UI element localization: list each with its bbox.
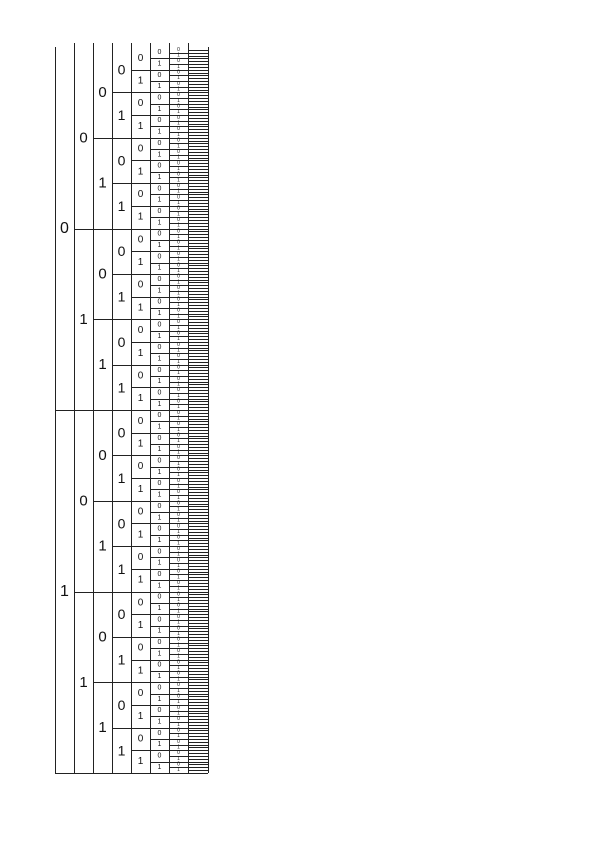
node-label-level-7: 0 [177, 750, 180, 757]
node-label-level-3: 0 [98, 265, 107, 283]
node-label-level-7: 0 [177, 727, 180, 734]
node-label-level-7: 0 [177, 693, 180, 700]
node-label-level-5: 1 [137, 483, 144, 495]
node-label-level-6: 0 [157, 412, 162, 420]
node-label-level-6: 1 [157, 446, 162, 454]
node-label-level-7: 0 [177, 160, 180, 167]
node-label-level-6: 0 [157, 570, 162, 578]
node-label-level-7: 1 [177, 177, 180, 184]
node-label-level-7: 1 [177, 143, 180, 150]
node-label-level-6: 0 [157, 162, 162, 170]
node-label-level-7: 0 [177, 387, 180, 394]
node-label-level-6: 1 [157, 695, 162, 703]
node-label-level-7: 1 [177, 120, 180, 127]
node-label-level-6: 1 [157, 650, 162, 658]
node-label-level-4: 1 [117, 742, 126, 759]
node-label-level-5: 0 [137, 370, 144, 382]
node-label-level-7: 0 [177, 375, 180, 382]
node-label-level-7: 0 [177, 137, 180, 144]
node-label-level-5: 0 [137, 551, 144, 563]
node-label-level-6: 0 [157, 276, 162, 284]
node-label-level-6: 0 [157, 729, 162, 737]
node-label-level-7: 1 [177, 86, 180, 93]
node-label-level-3: 0 [98, 446, 107, 464]
node-label-level-7: 0 [177, 398, 180, 405]
node-label-level-6: 0 [157, 434, 162, 442]
node-label-level-6: 0 [157, 684, 162, 692]
node-label-level-4: 0 [117, 515, 126, 532]
node-label-level-6: 0 [157, 707, 162, 715]
node-label-level-3: 1 [98, 537, 107, 555]
node-label-level-5: 1 [137, 393, 144, 405]
node-label-level-6: 0 [157, 457, 162, 465]
node-label-level-6: 1 [157, 468, 162, 476]
node-label-level-7: 0 [177, 670, 180, 677]
grid-lines [55, 43, 209, 774]
node-label-level-7: 1 [177, 165, 180, 172]
node-label-level-7: 1 [177, 710, 180, 717]
node-label-level-6: 1 [157, 128, 162, 136]
node-label-level-2: 0 [79, 492, 88, 510]
node-label-level-7: 0 [177, 477, 180, 484]
node-label-level-5: 0 [137, 597, 144, 609]
node-label-level-5: 0 [137, 234, 144, 246]
node-label-level-7: 0 [177, 46, 180, 53]
node-label-level-7: 0 [177, 353, 180, 360]
node-label-level-1: 1 [60, 583, 69, 600]
node-label-level-6: 1 [157, 491, 162, 499]
node-label-level-4: 1 [117, 288, 126, 305]
node-label-level-2: 1 [79, 673, 88, 691]
node-label-level-7: 0 [177, 625, 180, 632]
node-label-level-7: 0 [177, 262, 180, 269]
node-label-level-7: 0 [177, 568, 180, 575]
node-label-level-4: 1 [117, 107, 126, 124]
node-label-level-7: 0 [177, 421, 180, 428]
node-label-level-7: 0 [177, 251, 180, 258]
node-label-level-5: 1 [137, 120, 144, 132]
node-label-level-6: 1 [157, 673, 162, 681]
node-label-level-7: 0 [177, 296, 180, 303]
node-label-level-7: 1 [177, 109, 180, 116]
node-label-level-7: 0 [177, 319, 180, 326]
node-label-level-3: 1 [98, 356, 107, 374]
node-label-level-7: 1 [177, 699, 180, 706]
node-label-level-7: 1 [177, 404, 180, 411]
node-label-level-6: 1 [157, 332, 162, 340]
node-label-level-7: 1 [177, 744, 180, 751]
node-label-level-7: 1 [177, 358, 180, 365]
node-label-level-4: 0 [117, 333, 126, 350]
node-label-level-7: 0 [177, 114, 180, 121]
node-label-level-7: 0 [177, 205, 180, 212]
node-label-level-5: 0 [137, 279, 144, 291]
node-label-level-7: 1 [177, 426, 180, 433]
node-label-level-7: 1 [177, 324, 180, 331]
node-label-level-7: 1 [177, 415, 180, 422]
node-label-level-7: 0 [177, 511, 180, 518]
node-label-level-7: 1 [177, 63, 180, 70]
node-label-level-7: 0 [177, 500, 180, 507]
node-label-level-4: 0 [117, 61, 126, 78]
node-label-level-7: 1 [177, 52, 180, 59]
node-label-level-7: 0 [177, 704, 180, 711]
node-label-level-7: 1 [177, 506, 180, 513]
node-label-level-6: 0 [157, 71, 162, 79]
node-label-level-7: 1 [177, 97, 180, 104]
node-label-level-5: 0 [137, 415, 144, 427]
node-label-level-6: 0 [157, 139, 162, 147]
node-label-level-6: 1 [157, 741, 162, 749]
node-label-level-6: 1 [157, 264, 162, 272]
node-label-level-3: 0 [98, 628, 107, 646]
node-label-level-7: 1 [177, 665, 180, 672]
node-label-level-7: 0 [177, 341, 180, 348]
node-label-level-6: 1 [157, 605, 162, 613]
node-label-level-7: 0 [177, 194, 180, 201]
node-label-level-7: 0 [177, 523, 180, 530]
node-label-level-7: 1 [177, 517, 180, 524]
node-label-level-5: 1 [137, 710, 144, 722]
node-label-level-7: 0 [177, 614, 180, 621]
node-label-level-5: 1 [137, 257, 144, 269]
node-label-level-5: 1 [137, 75, 144, 87]
node-label-level-7: 1 [177, 597, 180, 604]
node-label-level-4: 1 [117, 560, 126, 577]
node-label-level-5: 1 [137, 211, 144, 223]
node-label-level-6: 0 [157, 616, 162, 624]
node-label-level-5: 1 [137, 438, 144, 450]
node-label-level-7: 0 [177, 364, 180, 371]
node-label-level-5: 1 [137, 574, 144, 586]
node-label-level-7: 0 [177, 69, 180, 76]
node-label-level-6: 0 [157, 321, 162, 329]
node-label-level-5: 0 [137, 188, 144, 200]
node-label-level-5: 1 [137, 665, 144, 677]
node-label-level-7: 1 [177, 256, 180, 263]
node-label-level-7: 1 [177, 483, 180, 490]
node-label-level-6: 1 [157, 60, 162, 68]
node-label-level-7: 1 [177, 540, 180, 547]
node-label-level-5: 1 [137, 166, 144, 178]
node-label-level-5: 0 [137, 642, 144, 654]
node-label-level-7: 1 [177, 199, 180, 206]
node-label-level-7: 0 [177, 148, 180, 155]
node-label-level-6: 1 [157, 627, 162, 635]
node-label-level-7: 0 [177, 455, 180, 462]
node-label-level-7: 1 [177, 211, 180, 218]
node-label-level-7: 1 [177, 370, 180, 377]
node-label-level-7: 1 [177, 234, 180, 241]
node-label-level-4: 0 [117, 424, 126, 441]
node-label-level-7: 1 [177, 188, 180, 195]
node-label-level-7: 1 [177, 733, 180, 740]
node-label-level-7: 0 [177, 489, 180, 496]
node-label-level-7: 1 [177, 279, 180, 286]
node-label-level-7: 0 [177, 545, 180, 552]
node-label-level-6: 0 [157, 94, 162, 102]
node-label-level-7: 0 [177, 443, 180, 450]
node-label-level-6: 0 [157, 344, 162, 352]
node-label-level-4: 0 [117, 606, 126, 623]
node-label-level-7: 0 [177, 716, 180, 723]
node-label-level-5: 1 [137, 302, 144, 314]
node-label-level-7: 1 [177, 574, 180, 581]
node-label-level-5: 0 [137, 52, 144, 64]
node-label-level-6: 0 [157, 480, 162, 488]
node-label-level-6: 1 [157, 400, 162, 408]
node-label-level-1: 0 [60, 220, 69, 237]
node-label-level-6: 1 [157, 196, 162, 204]
node-label-level-7: 1 [177, 460, 180, 467]
node-label-level-5: 1 [137, 756, 144, 768]
node-label-level-6: 1 [157, 287, 162, 295]
node-label-level-4: 0 [117, 243, 126, 260]
node-label-level-7: 1 [177, 642, 180, 649]
node-label-level-6: 0 [157, 639, 162, 647]
node-label-level-6: 0 [157, 525, 162, 533]
node-label-level-6: 0 [157, 502, 162, 510]
node-label-level-6: 1 [157, 173, 162, 181]
node-label-level-5: 0 [137, 143, 144, 155]
node-label-level-7: 1 [177, 551, 180, 558]
node-label-level-7: 0 [177, 58, 180, 65]
node-label-level-7: 1 [177, 472, 180, 479]
node-label-level-7: 0 [177, 80, 180, 87]
node-label-level-7: 0 [177, 557, 180, 564]
node-label-level-5: 0 [137, 98, 144, 110]
node-label-level-5: 0 [137, 733, 144, 745]
node-label-level-7: 1 [177, 131, 180, 138]
node-label-level-6: 0 [157, 207, 162, 215]
node-label-level-7: 0 [177, 591, 180, 598]
node-label-level-7: 0 [177, 216, 180, 223]
node-label-level-7: 1 [177, 755, 180, 762]
node-label-level-4: 0 [117, 152, 126, 169]
node-label-level-5: 0 [137, 325, 144, 337]
node-label-level-7: 0 [177, 330, 180, 337]
node-label-level-6: 1 [157, 514, 162, 522]
node-label-level-6: 0 [157, 366, 162, 374]
node-label-level-6: 0 [157, 593, 162, 601]
node-label-level-4: 1 [117, 379, 126, 396]
node-label-level-7: 0 [177, 602, 180, 609]
node-label-level-6: 0 [157, 230, 162, 238]
node-label-level-7: 1 [177, 631, 180, 638]
node-label-level-6: 1 [157, 151, 162, 159]
node-label-level-6: 0 [157, 389, 162, 397]
node-label-level-5: 0 [137, 461, 144, 473]
node-label-level-6: 1 [157, 378, 162, 386]
node-label-level-7: 0 [177, 579, 180, 586]
node-label-level-7: 0 [177, 239, 180, 246]
node-label-level-7: 0 [177, 285, 180, 292]
node-label-level-7: 0 [177, 432, 180, 439]
node-label-level-6: 1 [157, 310, 162, 318]
node-label-level-7: 1 [177, 608, 180, 615]
node-label-level-6: 0 [157, 185, 162, 193]
node-label-level-6: 0 [157, 49, 162, 57]
node-label-level-7: 0 [177, 171, 180, 178]
node-label-level-7: 1 [177, 222, 180, 229]
node-label-level-3: 1 [98, 174, 107, 192]
node-label-level-7: 0 [177, 466, 180, 473]
node-label-level-7: 1 [177, 75, 180, 82]
node-label-level-6: 1 [157, 559, 162, 567]
node-label-level-3: 0 [98, 83, 107, 101]
node-label-level-6: 1 [157, 355, 162, 363]
node-label-level-7: 1 [177, 687, 180, 694]
node-label-level-7: 1 [177, 449, 180, 456]
node-label-level-7: 0 [177, 636, 180, 643]
node-label-level-7: 1 [177, 245, 180, 252]
node-label-level-6: 0 [157, 298, 162, 306]
node-label-level-6: 1 [157, 219, 162, 227]
node-label-level-2: 0 [79, 129, 88, 147]
node-label-level-4: 1 [117, 651, 126, 668]
node-label-level-6: 0 [157, 752, 162, 760]
node-label-level-6: 1 [157, 718, 162, 726]
node-label-level-5: 1 [137, 620, 144, 632]
node-label-level-7: 0 [177, 92, 180, 99]
node-label-level-6: 0 [157, 117, 162, 125]
node-label-level-6: 1 [157, 763, 162, 771]
node-label-level-7: 1 [177, 154, 180, 161]
node-label-level-2: 1 [79, 310, 88, 328]
node-label-level-7: 1 [177, 302, 180, 309]
node-label-level-7: 0 [177, 648, 180, 655]
node-label-level-7: 0 [177, 761, 180, 768]
node-label-level-6: 1 [157, 105, 162, 113]
node-label-level-4: 0 [117, 696, 126, 713]
node-label-level-7: 1 [177, 619, 180, 626]
node-label-level-6: 1 [157, 536, 162, 544]
node-label-level-7: 0 [177, 409, 180, 416]
node-label-level-7: 1 [177, 494, 180, 501]
node-label-level-7: 1 [177, 268, 180, 275]
node-label-level-7: 0 [177, 228, 180, 235]
node-label-level-7: 0 [177, 659, 180, 666]
node-label-level-5: 0 [137, 688, 144, 700]
node-label-level-5: 1 [137, 347, 144, 359]
node-label-level-6: 0 [157, 253, 162, 261]
node-label-level-7: 0 [177, 307, 180, 314]
node-label-level-7: 0 [177, 182, 180, 189]
node-label-level-7: 1 [177, 313, 180, 320]
node-label-level-6: 0 [157, 661, 162, 669]
node-label-level-7: 1 [177, 381, 180, 388]
node-label-level-7: 0 [177, 534, 180, 541]
node-label-level-7: 0 [177, 682, 180, 689]
node-label-level-7: 1 [177, 653, 180, 660]
node-label-level-6: 1 [157, 582, 162, 590]
node-label-level-3: 1 [98, 719, 107, 737]
node-label-level-4: 1 [117, 197, 126, 214]
node-label-level-7: 1 [177, 585, 180, 592]
node-label-level-7: 0 [177, 126, 180, 133]
node-label-level-4: 1 [117, 470, 126, 487]
node-label-level-7: 1 [177, 290, 180, 297]
node-label-level-7: 1 [177, 336, 180, 343]
node-label-level-5: 1 [137, 529, 144, 541]
node-label-level-6: 0 [157, 548, 162, 556]
node-label-level-6: 1 [157, 242, 162, 250]
node-label-level-5: 0 [137, 506, 144, 518]
node-label-level-7: 0 [177, 738, 180, 745]
node-label-level-6: 1 [157, 423, 162, 431]
node-label-level-7: 1 [177, 528, 180, 535]
node-label-level-7: 1 [177, 438, 180, 445]
node-label-level-7: 1 [177, 767, 180, 774]
node-label-level-6: 1 [157, 83, 162, 91]
node-label-level-7: 1 [177, 347, 180, 354]
node-label-level-7: 0 [177, 103, 180, 110]
node-label-level-7: 1 [177, 721, 180, 728]
node-label-level-7: 1 [177, 562, 180, 569]
node-label-level-7: 1 [177, 392, 180, 399]
node-label-level-7: 1 [177, 676, 180, 683]
node-label-level-7: 0 [177, 273, 180, 280]
